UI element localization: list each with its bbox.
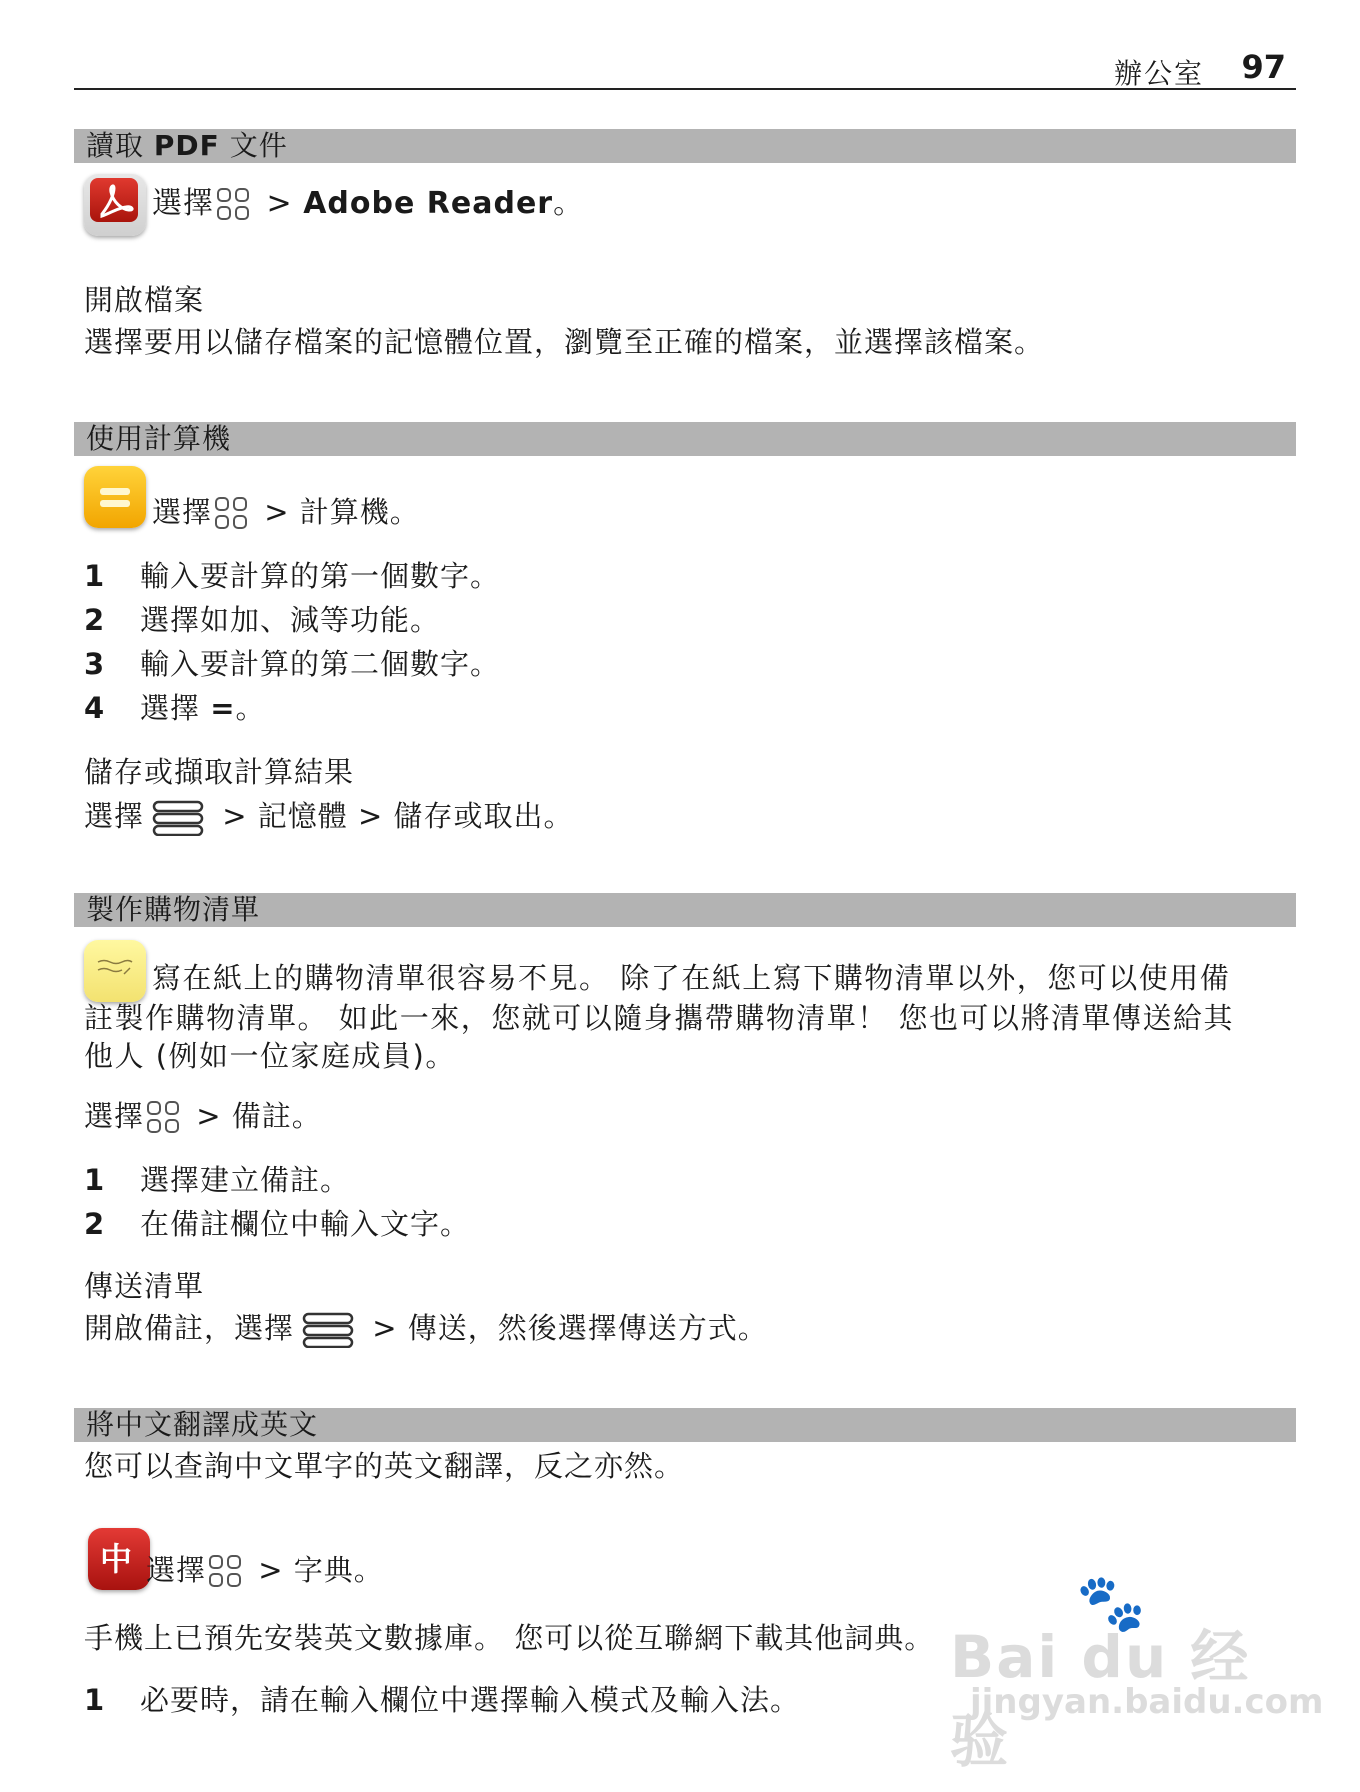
dictionary-icon: 中 bbox=[88, 1528, 150, 1590]
translate-step-1: 1 必要時，請在輸入欄位中選擇輸入模式及輸入法。 bbox=[84, 1683, 801, 1717]
apps-grid-icon bbox=[208, 1554, 242, 1588]
shopping-intro-line3: 他人 (例如一位家庭成員)。 bbox=[84, 1039, 456, 1073]
shopping-step-1: 1 選擇建立備註。 bbox=[84, 1163, 351, 1197]
header-section-name: 辦公室 bbox=[1113, 57, 1204, 90]
shopping-open-path: 選擇 > 備註。 bbox=[84, 1099, 322, 1133]
adobe-reader-icon bbox=[84, 174, 146, 236]
paw-icon: 🐾 bbox=[1076, 1571, 1146, 1636]
page-header bbox=[74, 44, 1296, 90]
apps-grid-icon bbox=[146, 1100, 180, 1134]
calc-step-3: 3 輸入要計算的第二個數字。 bbox=[84, 647, 501, 681]
page-number: 97 bbox=[1241, 48, 1286, 86]
calc-menu-path: 選擇 > 記憶體 > 儲存或取出。 bbox=[84, 796, 574, 836]
calc-step-2: 2 選擇如加、減等功能。 bbox=[84, 603, 441, 637]
section-title-pdf: 讀取 PDF 文件 bbox=[74, 129, 1296, 163]
translate-text2: 手機上已預先安裝英文數據庫。 您可以從互聯網下載其他詞典。 bbox=[84, 1621, 935, 1655]
pdf-text: 選擇要用以儲存檔案的記憶體位置，瀏覽至正確的檔案，並選擇該檔案。 bbox=[84, 325, 1045, 359]
calc-step-1: 1 輸入要計算的第一個數字。 bbox=[84, 559, 501, 593]
translate-text: 您可以查詢中文單字的英文翻譯，反之亦然。 bbox=[84, 1449, 685, 1483]
calc-step-4: 4 選擇 =。 bbox=[84, 691, 266, 725]
pdf-open-path: 選擇 > Adobe Reader。 bbox=[152, 186, 585, 221]
watermark-url: jingyan.baidu.com bbox=[970, 1682, 1324, 1722]
shopping-subheading: 傳送清單 bbox=[84, 1269, 205, 1303]
menu-icon bbox=[302, 1312, 354, 1348]
baidu-watermark bbox=[950, 1570, 1324, 1775]
translate-open-path: 選擇 > 字典。 bbox=[146, 1553, 384, 1587]
calc-subheading: 儲存或擷取計算結果 bbox=[84, 755, 355, 789]
pdf-subheading: 開啟檔案 bbox=[84, 283, 205, 317]
section-title-shopping: 製作購物清單 bbox=[74, 893, 1296, 927]
calculator-icon bbox=[84, 466, 146, 528]
apps-grid-icon bbox=[214, 496, 248, 530]
section-title-calculator: 使用計算機 bbox=[74, 422, 1296, 456]
section-title-translate: 將中文翻譯成英文 bbox=[74, 1408, 1296, 1442]
apps-grid-icon bbox=[216, 187, 250, 221]
menu-icon bbox=[152, 800, 204, 836]
watermark-brand: Bai du 经验 bbox=[950, 1623, 1251, 1775]
notes-icon bbox=[84, 940, 146, 1002]
shopping-send-path: 開啟備註，選擇 > 傳送，然後選擇傳送方式。 bbox=[84, 1308, 768, 1348]
shopping-intro-line2: 註製作購物清單。 如此一來，您就可以隨身攜帶購物清單！ 您也可以將清單傳送給其 bbox=[84, 1001, 1234, 1035]
shopping-intro-line1: 寫在紙上的購物清單很容易不見。 除了在紙上寫下購物清單以外，您可以使用備 bbox=[152, 961, 1231, 995]
shopping-step-2: 2 在備註欄位中輸入文字。 bbox=[84, 1207, 471, 1241]
calculator-open-path: 選擇 > 計算機。 bbox=[152, 495, 420, 529]
